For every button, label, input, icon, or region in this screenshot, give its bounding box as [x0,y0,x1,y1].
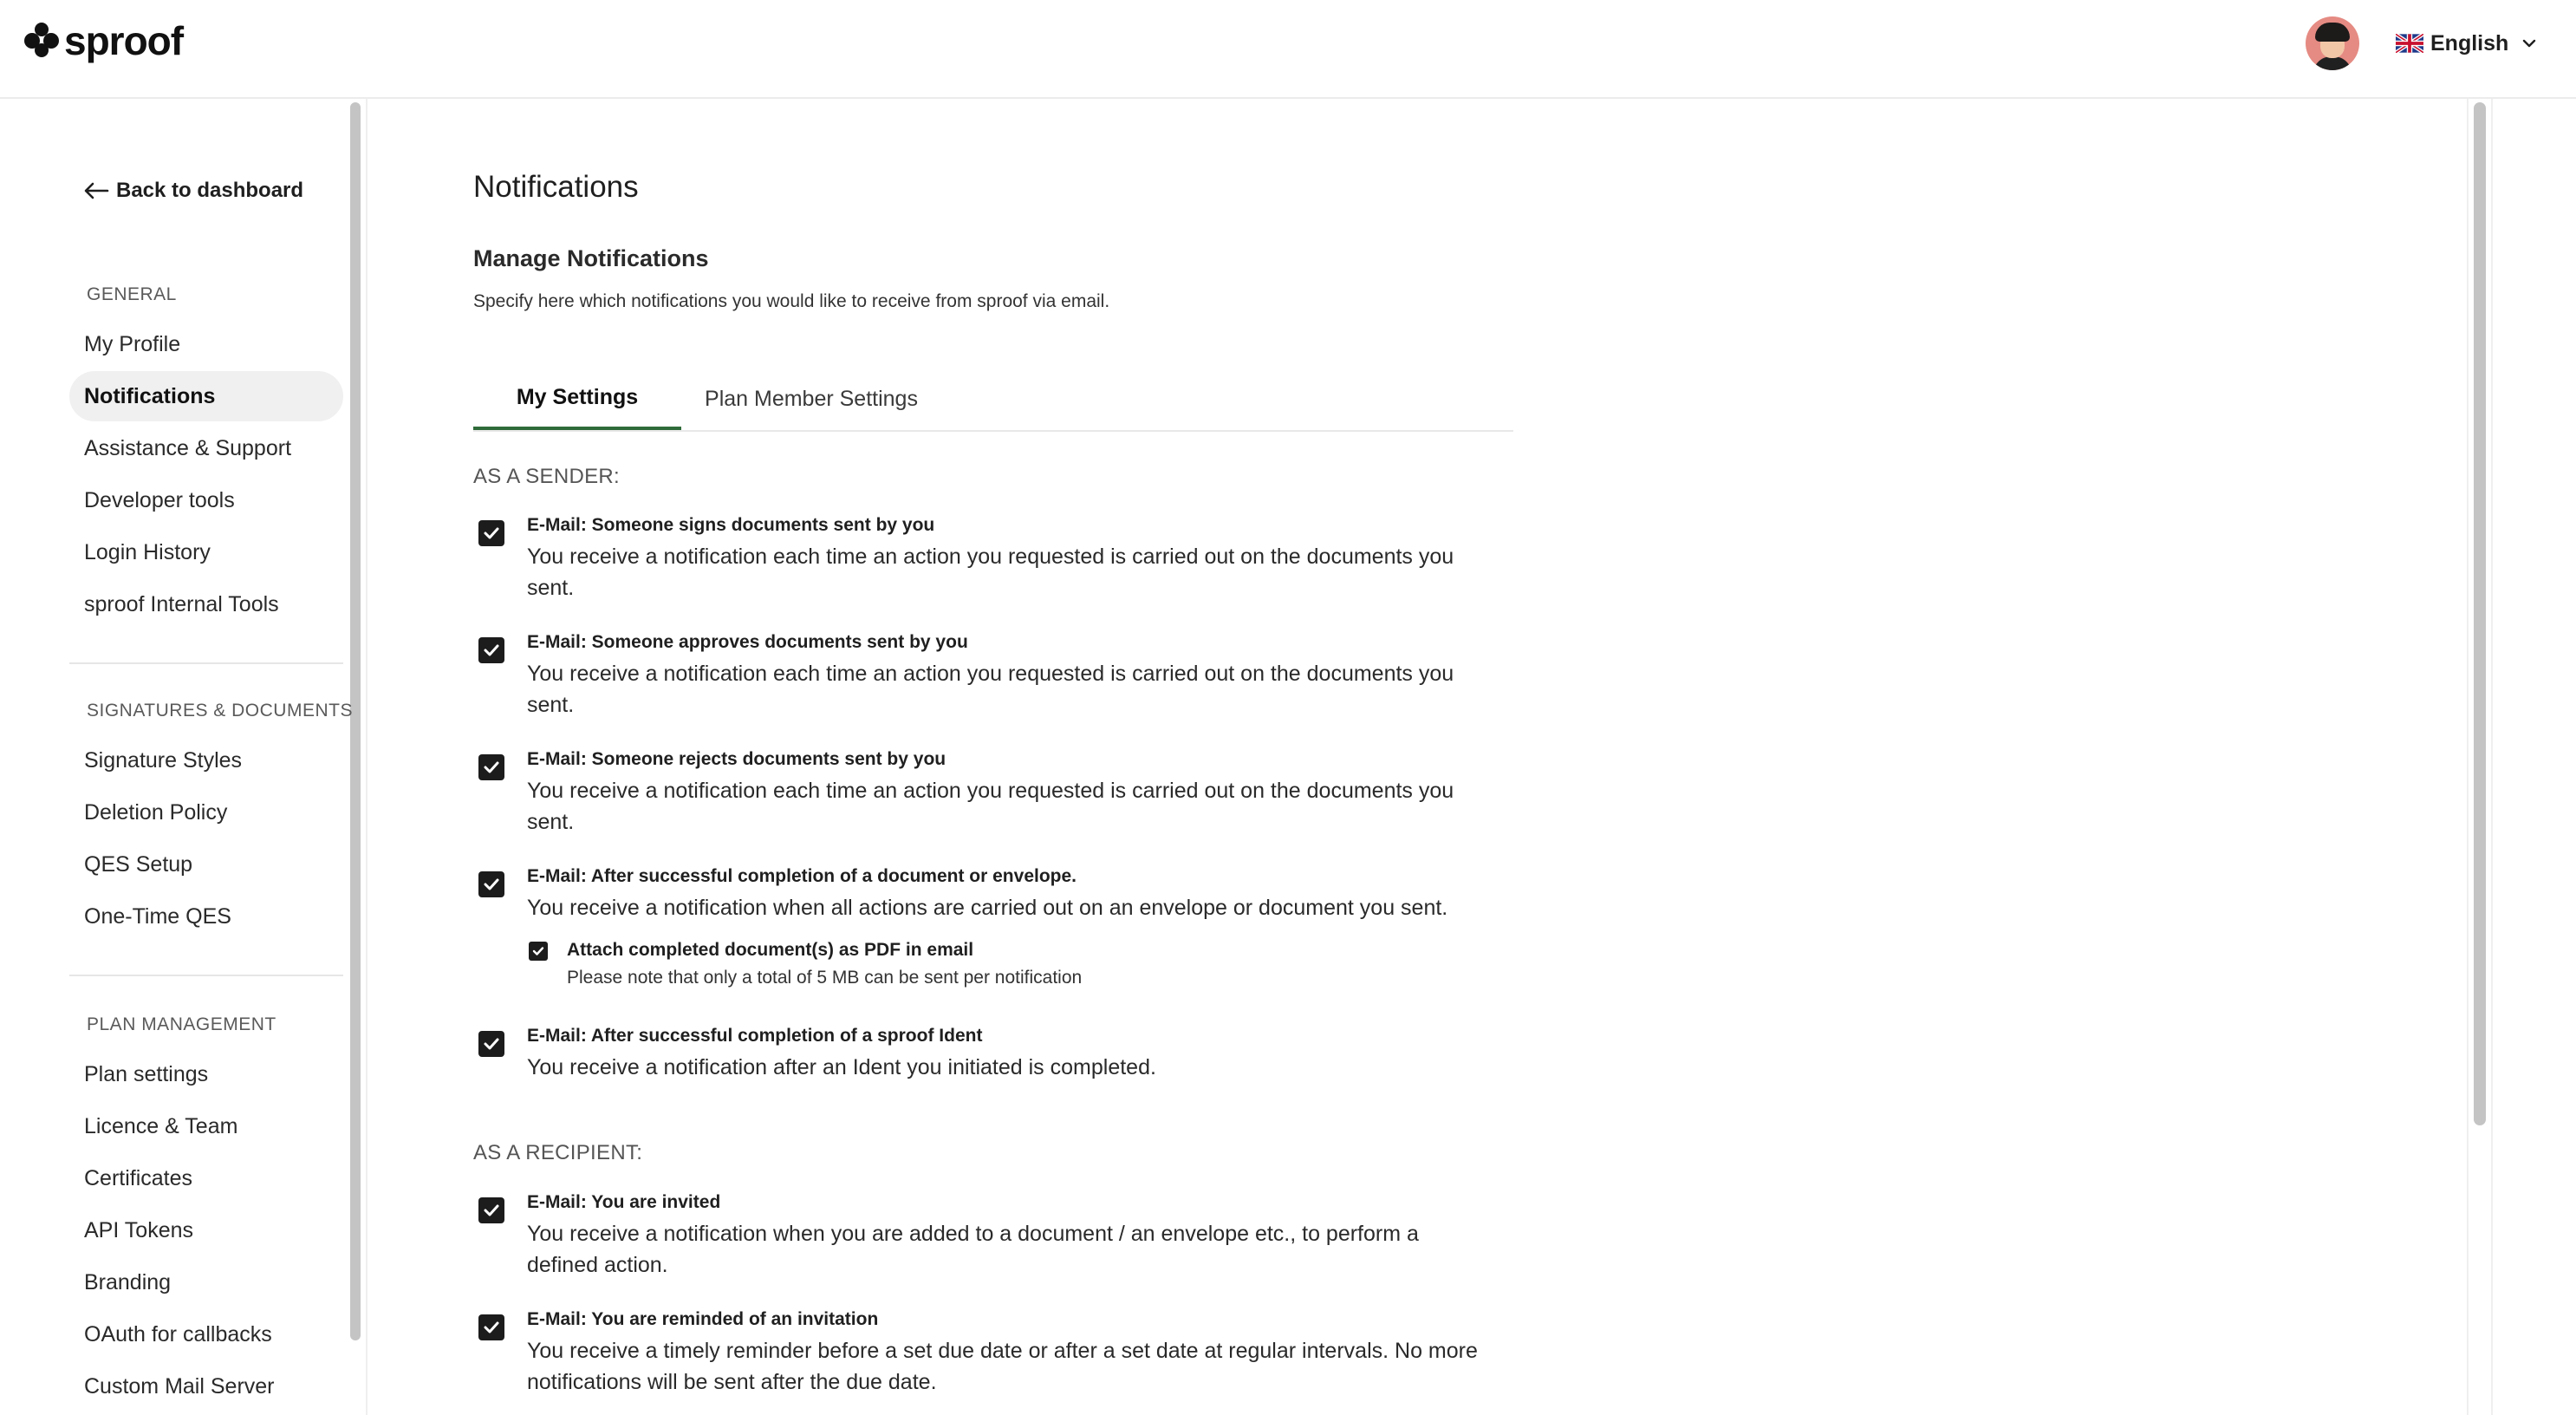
checkbox-attach-pdf[interactable] [529,942,548,961]
sidebar-item-qes-setup[interactable]: QES Setup [84,851,193,877]
chevron-down-icon [2521,35,2538,52]
tab-my-settings[interactable]: My Settings [473,368,681,430]
sidebar-item-notifications[interactable]: Notifications [69,371,343,421]
checkbox-completion-ident[interactable] [478,1031,504,1057]
main-scroll-track-edge [2491,99,2493,1415]
sproof-logo[interactable] [23,17,183,64]
check-icon [482,641,501,660]
option-title: E-Mail: After successful completion of a document or envelope. [527,866,1077,886]
sidebar-item-login-history[interactable]: Login History [84,539,211,564]
check-icon [531,944,545,958]
option-title: E-Mail: You are invited [527,1192,721,1212]
option-description: You receive a notification each time an action you requested is carried out on the documents you sent. [527,662,1454,717]
main-scroll-track-edge [2467,99,2469,1415]
option-description: You receive a notification each time an action you requested is carried out on the documents you sent. [527,779,1454,834]
sidebar-item-my-profile[interactable]: My Profile [84,331,181,356]
sidebar-item-plan-settings[interactable]: Plan settings [84,1061,209,1086]
sidebar-item-oauth-callbacks[interactable]: OAuth for callbacks [84,1321,272,1347]
option-description: You receive a notification when all actions are carried out on an envelope or document you sent. [527,896,1448,920]
checkbox-approves[interactable] [478,637,504,663]
sidebar-item-one-time-qes[interactable]: One-Time QES [84,903,231,929]
option-description: You receive a notification when you are added to a document / an envelope etc., to perform a defined action. [527,1222,1419,1277]
sidebar-section-divider [69,975,343,976]
option-title: E-Mail: Someone signs documents sent by you [527,515,935,535]
uk-flag-icon [2396,34,2423,53]
section-description: Specify here which notifications you would like to receive from sproof via email. [473,291,1110,311]
option-title: E-Mail: You are reminded of an invitation [527,1309,879,1329]
check-icon [482,1201,501,1220]
settings-tabs [473,368,1513,432]
checkbox-signs[interactable] [478,520,504,546]
language-selector[interactable] [2396,26,2538,61]
sproof-logo-icon [23,21,61,61]
sidebar-item-branding[interactable]: Branding [84,1269,172,1294]
check-icon [482,524,501,543]
option-description: You receive a notification after an Ident you initiated is completed. [527,1055,1156,1079]
option-description: Please note that only a total of 5 MB can be sent per notification [567,968,1083,988]
checkbox-invited[interactable] [478,1197,504,1223]
option-title: E-Mail: Someone approves documents sent by you [527,632,968,652]
language-label: English [2430,30,2509,55]
check-icon [482,758,501,777]
sidebar-item-assistance-support[interactable]: Assistance & Support [84,435,292,460]
check-icon [482,1034,501,1053]
section-heading-general: GENERAL [87,284,177,304]
sidebar-divider [366,99,368,1415]
sidebar-item-developer-tools[interactable]: Developer tools [84,487,235,512]
user-avatar[interactable] [2306,16,2359,70]
sender-heading: AS A SENDER: [473,465,620,488]
check-icon [482,875,501,894]
checkbox-completion-document[interactable] [478,871,504,897]
main-scrollbar[interactable] [2474,102,2486,1125]
back-to-dashboard-link[interactable] [83,179,303,203]
option-title: E-Mail: Someone rejects documents sent by you [527,749,946,769]
section-heading-signatures: SIGNATURES & DOCUMENTS [87,701,353,721]
sidebar-item-signature-styles[interactable]: Signature Styles [84,747,243,773]
tab-plan-member-settings[interactable]: Plan Member Settings [705,386,918,411]
section-title: Manage Notifications [473,245,709,271]
checkbox-reminded[interactable] [478,1314,504,1340]
arrow-left-icon [83,181,109,200]
sidebar-item-licence-team[interactable]: Licence & Team [84,1113,238,1138]
recipient-heading: AS A RECIPIENT: [473,1141,643,1164]
option-title: E-Mail: After successful completion of a sproof Ident [527,1026,983,1046]
option-title: Attach completed document(s) as PDF in email [567,940,974,960]
sidebar-item-api-tokens[interactable]: API Tokens [84,1217,194,1242]
sidebar-item-custom-mail-server[interactable]: Custom Mail Server [84,1373,275,1399]
checkbox-rejects[interactable] [478,754,504,780]
sidebar-scrollbar[interactable] [350,102,361,1340]
sidebar-item-certificates[interactable]: Certificates [84,1165,193,1190]
section-heading-plan-management: PLAN MANAGEMENT [87,1014,276,1034]
top-bar [0,0,2576,99]
back-label: Back to dashboard [116,179,304,202]
option-description: You receive a timely reminder before a set due date or after a set date at regular intervals. No more notifications will be sent after the due date. [527,1339,1478,1394]
sidebar-item-deletion-policy[interactable]: Deletion Policy [84,799,228,825]
sidebar-section-divider [69,662,343,664]
logo-text: sproof [64,18,184,63]
option-description: You receive a notification each time an action you requested is carried out on the documents you sent. [527,544,1454,600]
sidebar-item-internal-tools[interactable]: sproof Internal Tools [84,591,279,616]
check-icon [482,1318,501,1337]
page-title: Notifications [473,170,639,204]
